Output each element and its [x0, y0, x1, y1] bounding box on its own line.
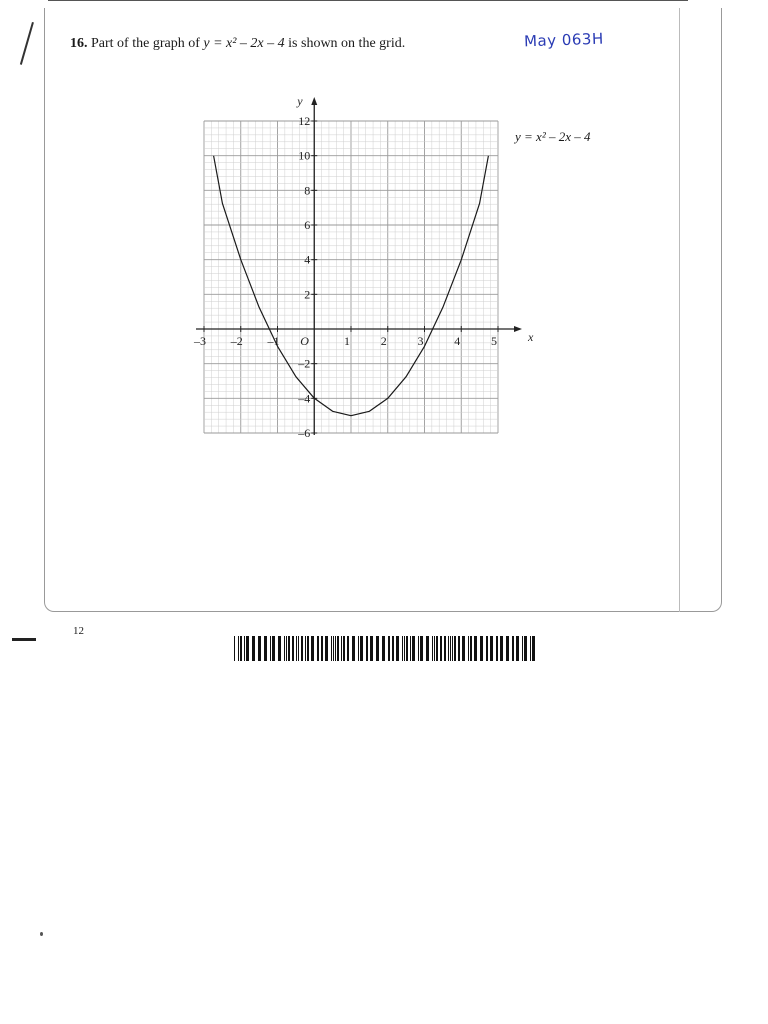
barcode-bar [524, 636, 527, 661]
barcode-bar [270, 636, 271, 661]
tick-labels [193, 114, 498, 440]
question-number: 16. [70, 36, 88, 51]
grid [204, 121, 498, 433]
y-tick-label: –2 [298, 356, 311, 371]
scan-speck [40, 932, 43, 936]
barcode [232, 636, 538, 666]
y-tick-label: 4 [304, 252, 311, 267]
barcode-bar [288, 636, 290, 661]
margin-mark [20, 22, 34, 65]
top-rule [48, 0, 688, 1]
barcode-bar [506, 636, 509, 661]
barcode-bar [301, 636, 303, 661]
x-tick-label: –2 [230, 334, 243, 348]
barcode-bar [264, 636, 267, 661]
barcode-bar [410, 636, 411, 661]
page-number: 12 [73, 625, 84, 637]
barcode-bar [360, 636, 363, 661]
x-tick-label: 2 [380, 334, 387, 348]
barcode-bar [347, 636, 349, 661]
barcode-bar [418, 636, 419, 661]
barcode-bar [426, 636, 429, 661]
barcode-bar [366, 636, 368, 661]
barcode-bar [234, 636, 235, 661]
barcode-bar [258, 636, 261, 661]
y-tick-label: –6 [298, 426, 311, 440]
barcode-bar [434, 636, 435, 661]
barcode-bar [486, 636, 488, 661]
x-tick-label: 5 [491, 334, 497, 348]
barcode-bar [522, 636, 523, 661]
barcode-bar [333, 636, 334, 661]
barcode-bar [244, 636, 245, 661]
barcode-bar [284, 636, 285, 661]
barcode-bar [292, 636, 294, 661]
margin-line [679, 8, 680, 612]
barcode-bar [311, 636, 314, 661]
barcode-bar [474, 636, 477, 661]
barcode-bar [432, 636, 433, 661]
barcode-bar [468, 636, 469, 661]
barcode-bar [252, 636, 255, 661]
question-text-before: Part of the graph of [91, 36, 204, 51]
question-equation: y = x² – 2x – 4 [203, 36, 285, 51]
x-tick-label: 1 [344, 334, 350, 348]
barcode-bar [305, 636, 306, 661]
barcode-bar [298, 636, 299, 661]
barcode-bar [296, 636, 297, 661]
question-text-after: is shown on the grid. [284, 36, 406, 51]
y-tick-label: 2 [304, 287, 311, 302]
curve-label-text: y = x² – 2x – 4 [515, 129, 591, 144]
x-tick-label: –3 [194, 334, 206, 348]
x-tick-label: 3 [417, 334, 424, 348]
barcode-bar [412, 636, 415, 661]
y-tick-label: 10 [298, 148, 311, 163]
barcode-bar [512, 636, 514, 661]
barcode-bar [440, 636, 442, 661]
barcode-bar [404, 636, 405, 661]
y-axis-label: y [297, 94, 303, 108]
origin-label: O [300, 334, 309, 348]
barcode-bar [462, 636, 465, 661]
barcode-bar [317, 636, 319, 661]
barcode-bar [286, 636, 287, 661]
y-tick-label: 12 [298, 114, 311, 128]
barcode-bar [382, 636, 385, 661]
barcode-bar [470, 636, 472, 661]
barcode-bar [307, 636, 309, 661]
barcode-bar [458, 636, 460, 661]
barcode-bar [341, 636, 342, 661]
barcode-bar [321, 636, 323, 661]
barcode-bar [444, 636, 446, 661]
x-axis-label: x [528, 330, 534, 344]
barcode-bar [480, 636, 483, 661]
barcode-bar [530, 636, 531, 661]
y-tick-label: 8 [304, 183, 311, 198]
barcode-bar [240, 636, 242, 661]
barcode-bar [246, 636, 249, 661]
graph [185, 88, 535, 448]
barcode-bar [516, 636, 519, 661]
y-tick-label: –4 [298, 391, 311, 406]
barcode-bar [490, 636, 493, 661]
barcode-bar [454, 636, 456, 661]
barcode-bar [325, 636, 328, 661]
barcode-bar [272, 636, 275, 661]
handwritten-note: May 063H [523, 29, 604, 51]
barcode-bar [396, 636, 399, 661]
x-axis-arrow [514, 326, 522, 332]
barcode-bar [420, 636, 423, 661]
barcode-bar [343, 636, 345, 661]
barcode-bar [532, 636, 535, 661]
question-text [70, 36, 405, 52]
margin-dash [12, 638, 36, 641]
y-tick-label: 6 [304, 218, 311, 232]
barcode-bar [406, 636, 408, 661]
y-axis-arrow [311, 97, 317, 105]
barcode-bar [370, 636, 373, 661]
barcode-bar [496, 636, 498, 661]
x-tick-label: 4 [454, 334, 461, 348]
x-tick-label: –1 [267, 334, 280, 348]
barcode-bar [238, 636, 239, 661]
barcode-bar [337, 636, 339, 661]
barcode-bar [331, 636, 332, 661]
barcode-bar [392, 636, 394, 661]
barcode-bar [450, 636, 451, 661]
barcode-bar [278, 636, 281, 661]
barcode-bar [500, 636, 503, 661]
barcode-bar [335, 636, 336, 661]
barcode-bar [376, 636, 379, 661]
barcode-bar [436, 636, 438, 661]
barcode-bar [448, 636, 449, 661]
barcode-bar [402, 636, 403, 661]
barcode-bar [352, 636, 355, 661]
barcode-bar [358, 636, 359, 661]
barcode-bar [388, 636, 390, 661]
barcode-bar [452, 636, 453, 661]
